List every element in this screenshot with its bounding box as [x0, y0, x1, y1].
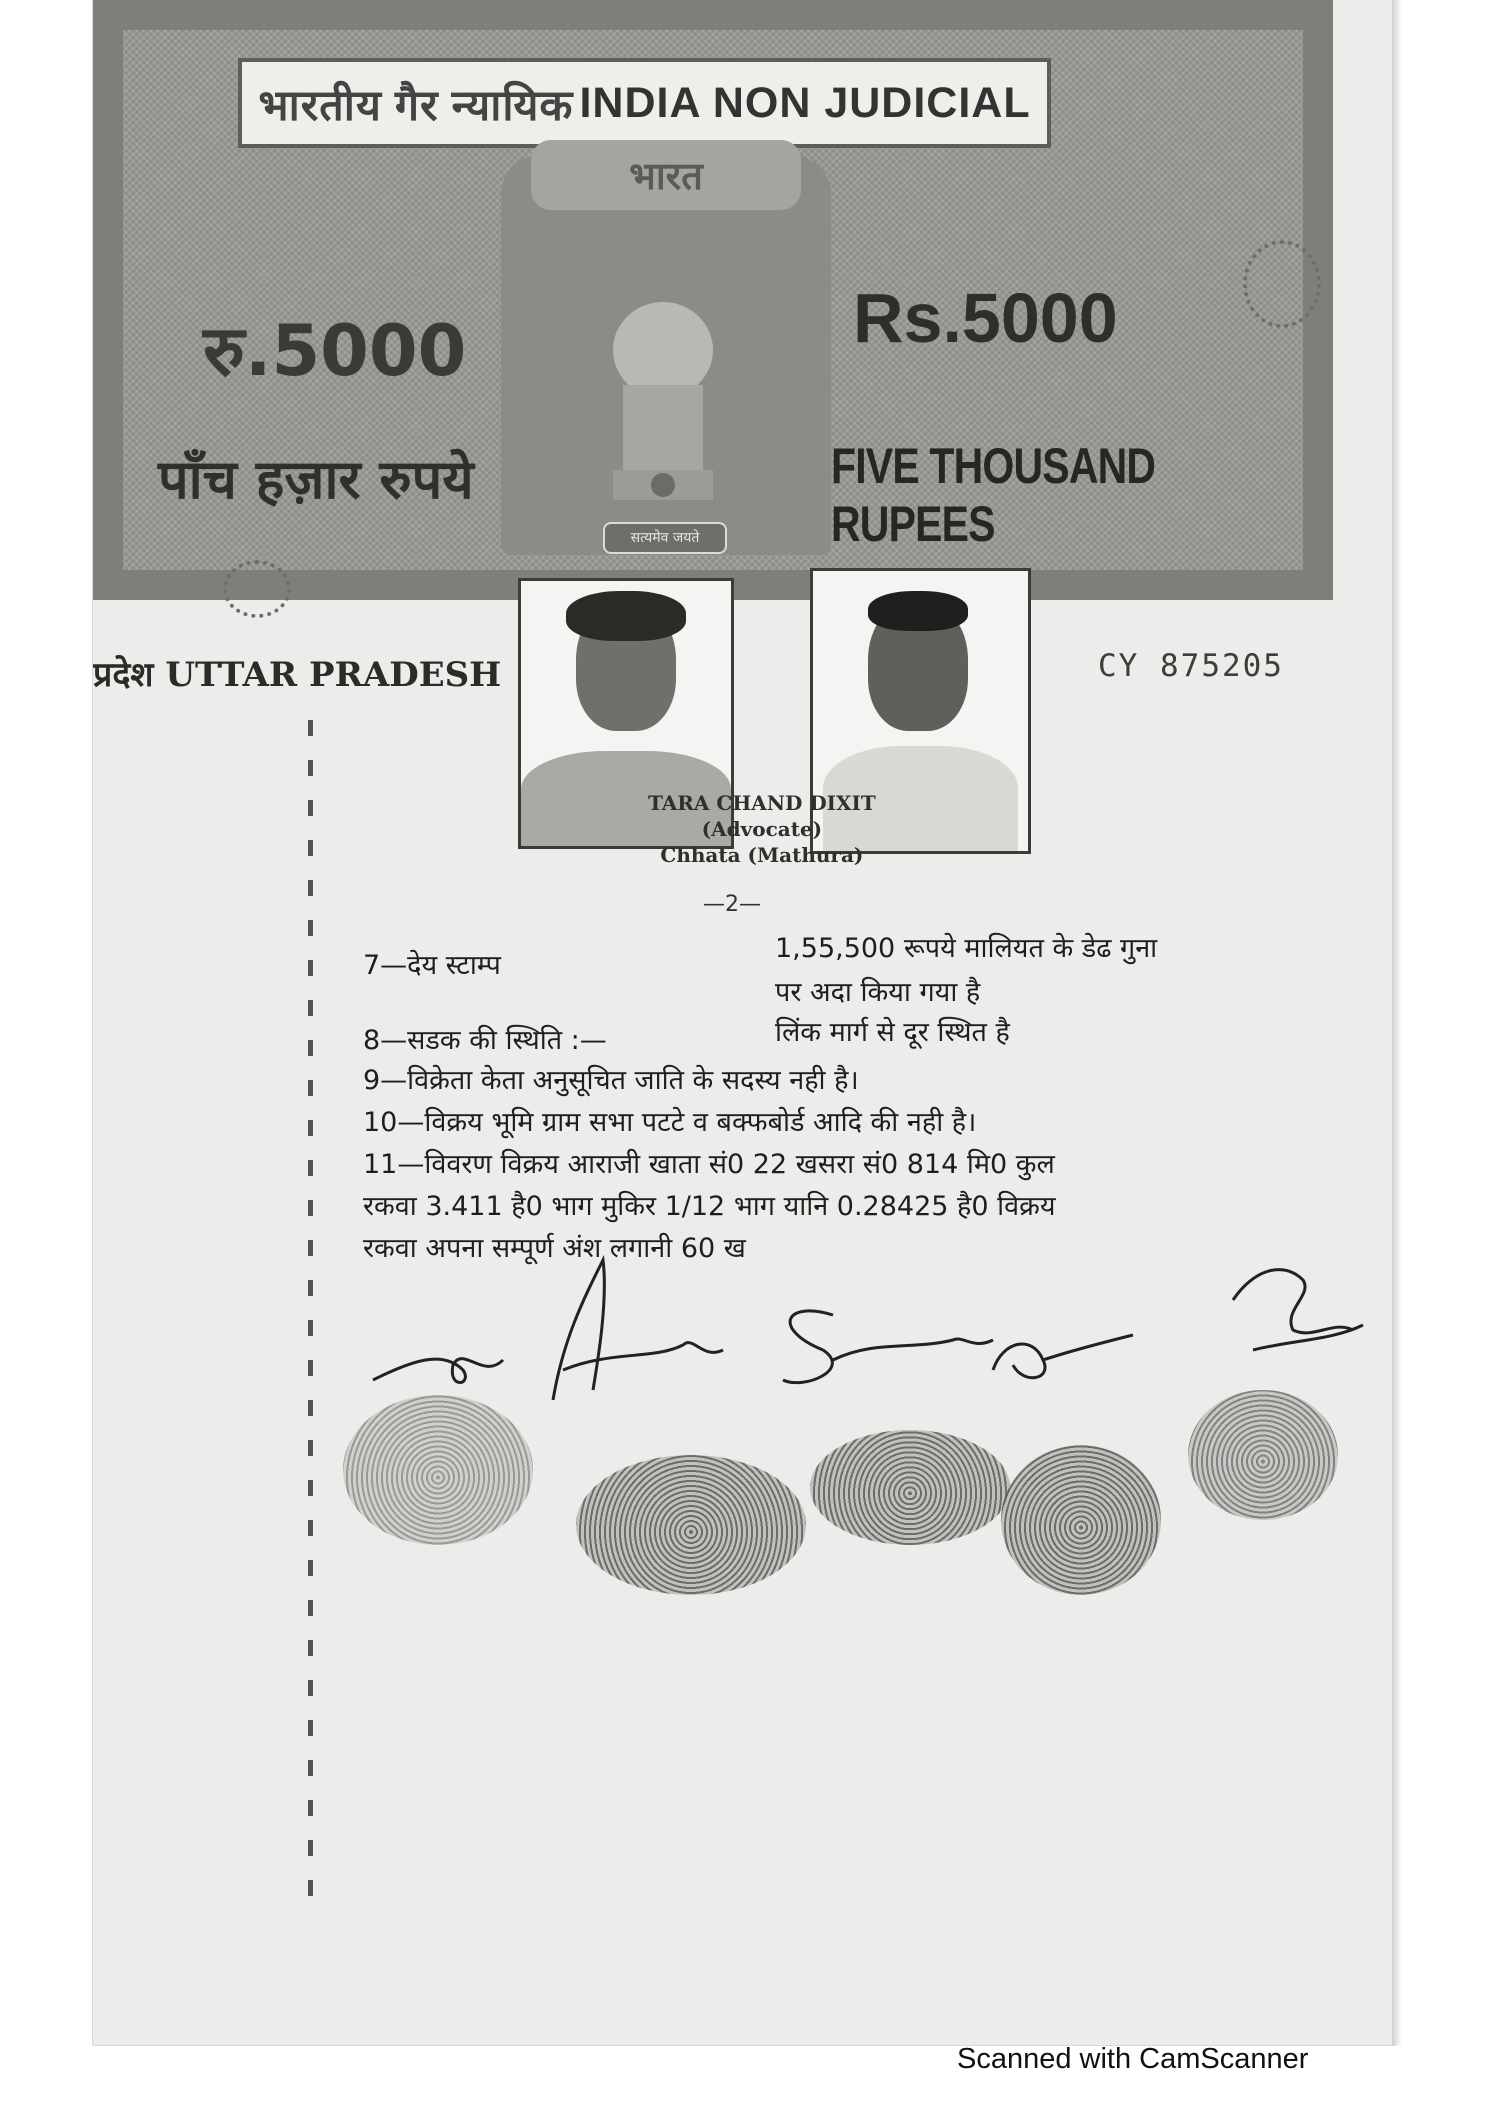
camscanner-footer: Scanned with CamScanner [957, 2043, 1309, 2075]
thumbprint-4 [1001, 1445, 1161, 1595]
stamp-title-english: INDIA NON JUDICIAL [579, 78, 1031, 127]
item-7-value-line1: 1,55,500 रूपये मालियत के डेढ गुना [775, 933, 1158, 964]
stamp-paper-sheet [93, 0, 1395, 2045]
item-11-line2: रकवा 3.411 है0 भाग मुकिर 1/12 भाग यानि 0.28425 है0 विक्रय [363, 1191, 1056, 1222]
item-9: 9—विक्रेता केता अनुसूचित जाति के सदस्य नही है। [363, 1065, 859, 1096]
stamp-value-english: Rs.5000 [853, 279, 1118, 357]
item-10: 10—विक्रय भूमि ग्राम सभा पटटे व बक्फबोर्ड आदि की नही है। [363, 1107, 977, 1138]
signature-2 [553, 1260, 723, 1400]
stamp-country-hindi: भारत [531, 140, 801, 210]
page-number: —2— [703, 892, 761, 917]
signature-5 [1233, 1270, 1363, 1350]
sheet-edge-shadow [1392, 0, 1402, 2045]
stamp-title-hindi: भारतीय गैर न्यायिक [258, 81, 574, 130]
item-7-value-line2: पर अदा किया गया है [775, 977, 981, 1008]
stamp-value-words-hindi: पाँच हज़ार रुपये [158, 448, 474, 511]
signature-1 [373, 1359, 503, 1383]
thumbprint-3 [810, 1430, 1010, 1545]
item-8-value: लिंक मार्ग से दूर स्थित है [775, 1017, 1010, 1048]
advocate-seal-title: (Advocate) [701, 817, 823, 841]
ashoka-emblem-icon [593, 290, 733, 510]
thumbprint-5 [1188, 1390, 1338, 1520]
advocate-seal-place: Chhata (Mathura) [660, 843, 864, 867]
rosette-ornament-right [1243, 240, 1321, 328]
stamp-value-words-english: FIVE THOUSAND RUPEES [831, 438, 1156, 552]
stamp-value-hindi: रु.5000 [203, 310, 467, 392]
stamp-serial-number: CY 875205 [1098, 648, 1284, 684]
item-7-label: 7—देय स्टाम्प [363, 950, 501, 981]
signature-4 [993, 1335, 1133, 1378]
item-11-line1: 11—विवरण विक्रय आराजी खाता सं0 22 खसरा सं0 814 मि0 कुल [363, 1149, 1055, 1180]
item-11-line3: रकवा अपना सम्पूर्ण अंश लगानी 60 ख [363, 1233, 746, 1264]
thumbprint-1 [343, 1395, 533, 1545]
advocate-seal-name: TARA CHAND DIXIT [648, 791, 876, 815]
thumbprint-2 [576, 1455, 806, 1595]
advocate-seal [648, 790, 876, 868]
stamp-motto: सत्यमेव जयते [603, 522, 727, 554]
stamp-state-label: प्रदेश UTTAR PRADESH [93, 655, 502, 695]
stamp-title-band [238, 58, 1051, 148]
non-judicial-stamp [93, 0, 1333, 600]
signature-3 [783, 1311, 993, 1383]
item-8-label: 8—सडक की स्थिति :— [363, 1025, 607, 1056]
rosette-ornament-left [223, 560, 291, 618]
